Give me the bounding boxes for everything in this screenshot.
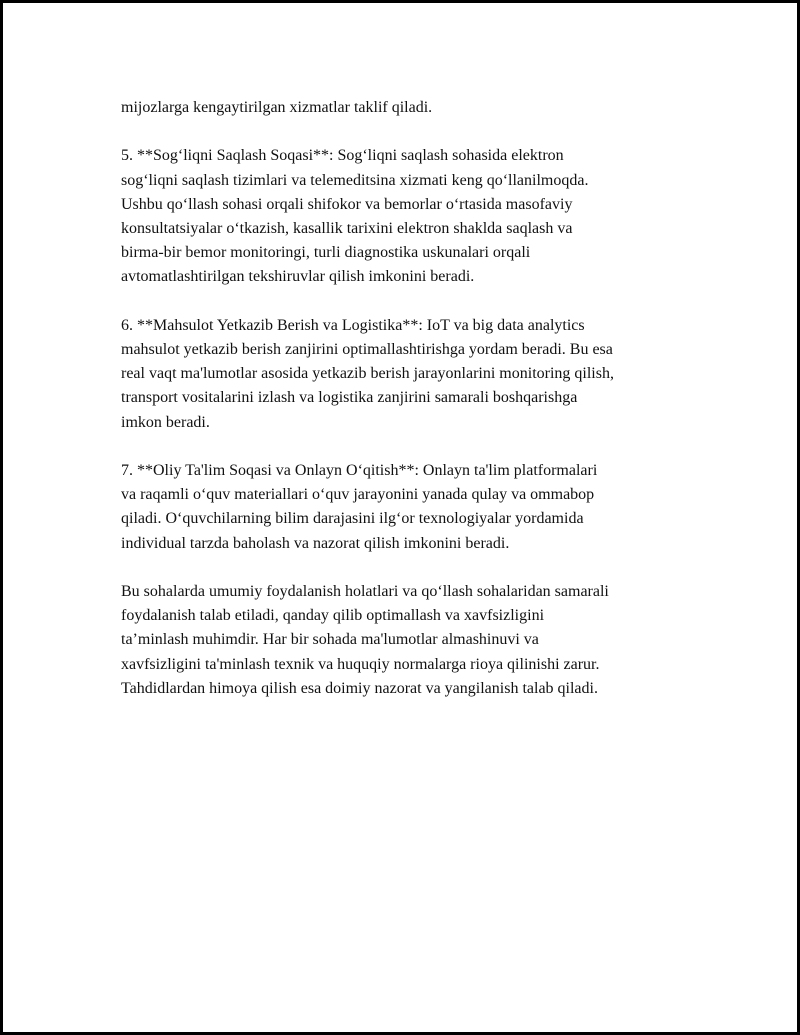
paragraph-conclusion <box>121 580 701 701</box>
text-line: Tahdidlardan himoya qilish esa doimiy nazorat va yangilanish talab qiladi. <box>121 679 598 697</box>
text-line: real vaqt ma'lumotlar asosida yetkazib berish jarayonlarini monitoring qilish, <box>121 365 614 383</box>
text-line: qiladi. O‘quvchilarning bilim darajasini ilg‘or texnologiyalar yordamida <box>121 510 584 528</box>
text-line: 6. **Mahsulot Yetkazib Berish va Logistika**: IoT va big data analytics <box>121 316 585 334</box>
text-line: mahsulot yetkazib berish zanjirini optimallashtirishga yordam beradi. Bu esa <box>121 341 613 358</box>
document-body <box>121 96 701 725</box>
text-line: 7. **Oliy Ta'lim Soqasi va Onlayn O‘qitish**: Onlayn ta'lim platformalari <box>121 462 598 479</box>
text-line: Bu sohalarda umumiy foydalanish holatlari va qo‘llash sohalaridan samarali <box>121 583 609 600</box>
text-line: foydalanish talab etiladi, qanday qilib optimallash va xavfsizligini <box>121 607 545 625</box>
text-line: avtomatlashtirilgan tekshiruvlar qilish imkonini beradi. <box>121 268 475 286</box>
text-line: individual tarzda baholash va nazorat qilish imkonini beradi. <box>121 534 510 552</box>
text-line: imkon beradi. <box>121 413 210 431</box>
text-line: mijozlarga kengaytirilgan xizmatlar taklif qiladi. <box>121 99 433 116</box>
text-line: xavfsizligini ta'minlash texnik va huquqiy normalarga rioya qilinishi zarur. <box>121 655 600 673</box>
text-line: birma-bir bemor monitoringi, turli diagnostika uskunalari orqali <box>121 244 531 262</box>
text-line: Ushbu qo‘llash sohasi orqali shifokor va bemorlar o‘rtasida masofaviy <box>121 195 573 213</box>
paragraph-higher-education <box>121 459 701 556</box>
paragraph-logistics <box>121 314 701 435</box>
text-line: sog‘liqni saqlash tizimlari va telemeditsina xizmati keng qo‘llanilmoqda. <box>121 171 589 189</box>
paragraph-continuation <box>121 96 701 120</box>
text-line: 5. **Sog‘liqni Saqlash Soqasi**: Sog‘liqni saqlash sohasida elektron <box>121 147 564 165</box>
text-line: konsultatsiyalar o‘tkazish, kasallik tarixini elektron shaklda saqlash va <box>121 220 573 237</box>
paragraph-healthcare <box>121 144 701 289</box>
text-line: va raqamli o‘quv materiallari o‘quv jarayonini yanada qulay va ommabop <box>121 486 595 504</box>
text-line: ta’minlash muhimdir. Har bir sohada ma'lumotlar almashinuvi va <box>121 631 539 649</box>
text-line: transport vositalarini izlash va logistika zanjirini samarali boshqarishga <box>121 389 578 407</box>
